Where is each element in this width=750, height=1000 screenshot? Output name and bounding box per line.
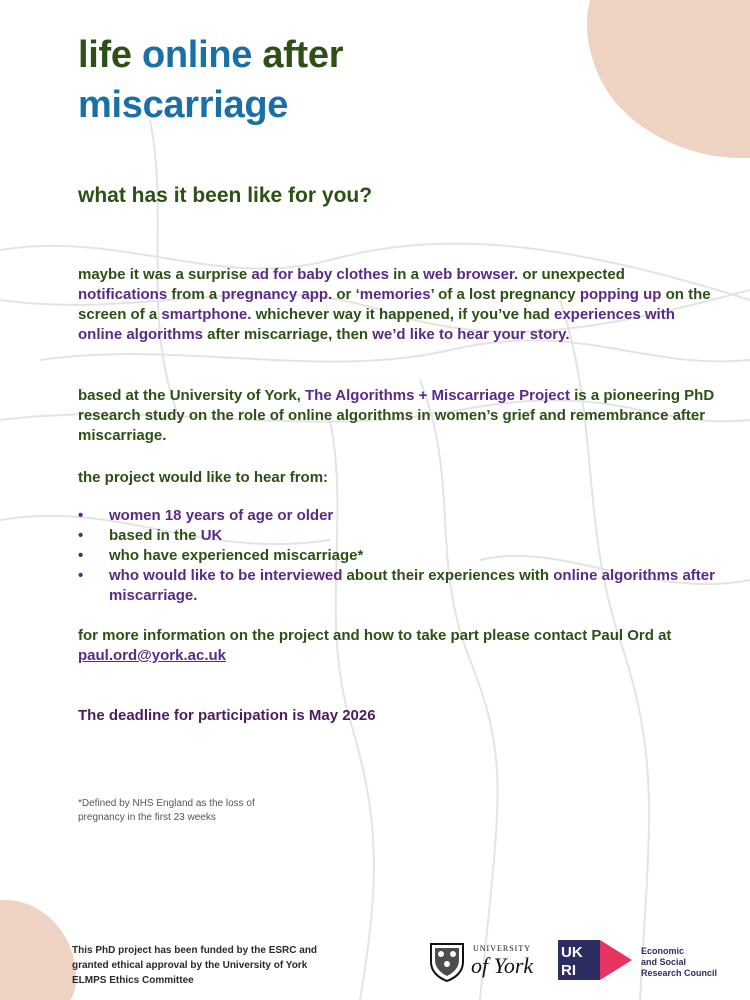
paragraph1-segment: on the screen of a [78, 286, 711, 323]
paragraph1-segment: . or unexpected [514, 266, 625, 283]
paragraph1-segment: ’ of a lost pregnancy [430, 286, 580, 303]
esrc-line-2: and Social [641, 957, 687, 967]
project-description-paragraph [78, 386, 718, 446]
eligibility-item [78, 566, 718, 606]
paragraph1-segment: after miscarriage, then [203, 326, 373, 343]
bullet-dot-icon: • [78, 507, 84, 524]
title-word-after: after [262, 34, 344, 76]
paragraph1-segment: in a [388, 266, 424, 283]
bullet-dot-icon: • [78, 547, 84, 564]
poster-title [78, 30, 343, 130]
paragraph1-segment: notifications [78, 286, 168, 303]
eligibility-item-text: . [193, 587, 198, 604]
poster-subtitle: what has it been like for you? [78, 184, 373, 207]
paragraph2-segment: The Algorithms + Miscarriage Project [305, 387, 570, 404]
eligibility-item [78, 526, 718, 546]
university-of-york-logo [427, 940, 542, 982]
bullet-dot-icon: • [78, 527, 84, 544]
ukri-mark-text-top: UK [561, 944, 583, 961]
eligibility-item-text: who would like to be interviewed [109, 567, 343, 584]
york-logo-university-text: UNIVERSITY [473, 944, 531, 953]
paragraph1-segment: from a [167, 286, 222, 303]
paragraph1-segment: memories [359, 286, 431, 303]
deadline-notice: The deadline for participation is May 2026 [78, 707, 376, 724]
paragraph1-segment: maybe it was a surprise [78, 266, 252, 283]
contact-paragraph [78, 626, 718, 666]
paragraph1-segment: . or ‘ [328, 286, 360, 303]
paragraph1-segment: smartphone [161, 306, 248, 323]
eligibility-intro: the project would like to hear from: [78, 469, 329, 486]
contact-text: for more information on the project and how to take part please contact Paul Ord at [78, 627, 672, 644]
bullet-dot-icon: • [78, 567, 84, 584]
paragraph1-segment: we’d like to hear your story [372, 326, 566, 343]
york-crest-icon [427, 940, 467, 982]
title-word-online: online [141, 34, 253, 76]
eligibility-list [78, 506, 718, 606]
funding-statement: This PhD project has been funded by the ESRC and granted ethical approval by the University of York ELMPS Ethics Committee [72, 945, 318, 986]
eligibility-item-text: women 18 years of age or older [109, 507, 334, 524]
paragraph1-segment: ad for baby clothes [251, 266, 389, 283]
paragraph1-segment: pregnancy app [221, 286, 329, 303]
title-word-miscarriage: miscarriage [78, 84, 289, 126]
eligibility-item-text: UK [200, 527, 223, 544]
intro-paragraph [78, 265, 718, 345]
title-word-life: life [78, 34, 132, 76]
york-logo-of-york-text: of York [471, 953, 534, 978]
paragraph1-segment: web browser [423, 266, 515, 283]
paragraph1-segment: . whichever way it happened, if you’ve had [247, 306, 554, 323]
esrc-line-1: Economic [641, 946, 685, 956]
paragraph1-segment: experiences with online algorithms [78, 306, 675, 343]
paragraph2-segment: based at the University of York, [78, 387, 306, 404]
eligibility-item [78, 506, 718, 526]
paragraph1-segment: popping up [579, 286, 662, 303]
eligibility-item-text: who have experienced miscarriage* [109, 547, 364, 564]
eligibility-item-text: online algorithms after miscarriage [109, 567, 715, 604]
esrc-council-name [641, 946, 717, 979]
miscarriage-definition-footnote: *Defined by NHS England as the loss of pregnancy in the first 23 weeks [78, 798, 255, 823]
paragraph1-segment: . [565, 326, 570, 343]
ukri-logo-icon [558, 940, 632, 980]
esrc-line-3: Research Council [641, 968, 718, 978]
contact-email-link[interactable]: paul.ord@york.ac.uk [78, 647, 227, 664]
paragraph2-segment: is a pioneering PhD research study on the role of online algorithms in women’s grief and remembrance after miscarriage. [78, 387, 715, 444]
ukri-mark-text-bottom: RI [561, 962, 576, 979]
eligibility-item [78, 546, 718, 566]
eligibility-item-text: about their experiences with [342, 567, 554, 584]
eligibility-item-text: based in the [109, 527, 201, 544]
